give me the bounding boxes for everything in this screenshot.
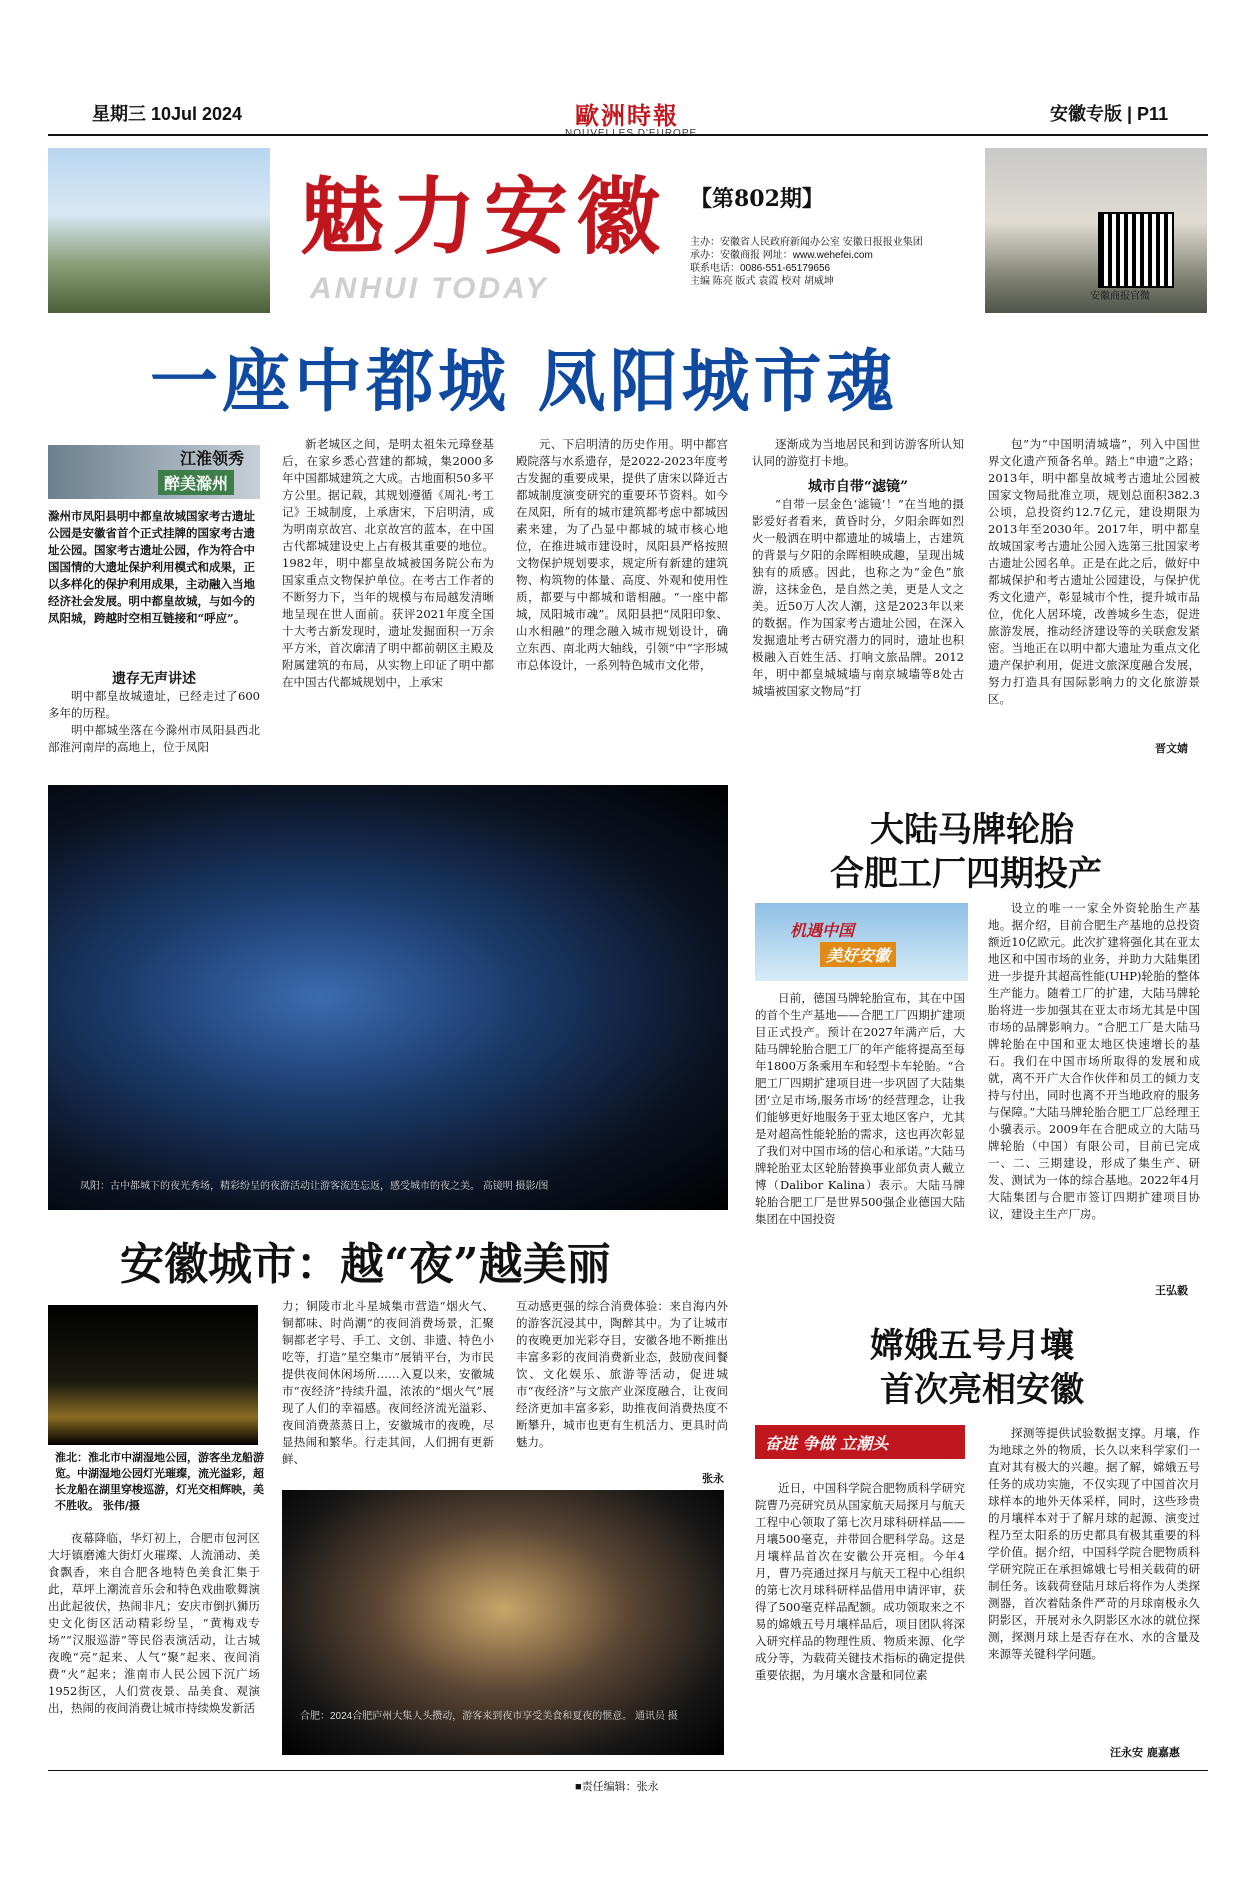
- tire-title-line2: 合肥工厂四期投产: [830, 854, 1102, 894]
- tire-byline: 王弘毅: [1155, 1284, 1188, 1297]
- header-rule: [48, 134, 1208, 136]
- page-headline: 一座中都城 凤阳城市魂: [150, 342, 898, 422]
- issue-number: 【第802期】: [690, 186, 824, 212]
- photo-night-caption: 凤阳：古中都城下的夜光秀场，精彩纷呈的夜游活动让游客流连忘返，感受城市的夜之美。 高镜明 摄影/图: [80, 1181, 549, 1192]
- feature-col3: 元、下启明清的历史作用。明中都宫殿院落与水系遗存，是2022-2023年度考古发掘的重要成果，提供了唐宋以降近古都城制度演变研究的重要环节资料。如今在凤阳，所有的城市建筑都考虑中都城因素来建，为了凸显中都城的城市核心地位，在推进城市建设时，凤阳县严格按照文物保护规划要求，规定所有新建的建筑物、构筑物的体量、高度、外观和使用性质，都要与中都城和谐相融。“一座中都城，凤阳城市魂”。凤阳县把“凤阳印象、山水相融”的理念融入城市规划设计，确立东西、南北两大轴线，引领“中”字形城市总体设计，一系列特色城市文化带，: [516, 437, 728, 672]
- feature-col2: 新老城区之间，是明太祖朱元璋登基后，在家乡悉心营建的都城，集2000多年中国都城建筑之大成。古地面积50多平方公里。据记载，其规划遵循《周礼·考工记》王城制度，上承唐宋，下启明清，成为明南京故宫、北京故宫的蓝本，在中国古代都城建设史上占有极其重要的地位。1982年，明中都皇故城被国务院公布为国家重点文物保护单位。在考古工作者的不断努力下，当年的规模与布局越发清晰地呈现在世人面前。获评2021年度全国十大考古新发现时，遗址发掘面积一万余平方米，首次廓清了明中都前朝区主殿及附属建筑的布局，从实物上印证了明中都在中国古代都城规划中，上承宋: [282, 437, 494, 689]
- moon-col2: 探测等提供试验数据支撑。月壤，作为地球之外的物质，长久以来科学家们一直对其有极大的兴趣。据了解，嫦娥五号任务的成功实施，不仅实现了中国首次月球样本的地外天体采样，同时，这些珍贵的月壤样本对于了解月球的起源、演变过程乃至太阳系的历史都具有极其重要的科学价值。据介绍，中国科学院合肥物质科学研究院正在承担嫦娥七号相关载荷的研制任务。该载荷登陆月球后将作为人类探测器，首次着陆条件严苛的月球南极永久阴影区，开展对永久阴影区水冰的就位探测，探测月球上是否存在水、水的含量及来源等关键科学问题。: [988, 1426, 1200, 1661]
- masthead-info: 主办：安徽省人民政府新闻办公室 安徽日报报业集团 承办：安徽商报 网址：www.wehefei.com 联系电话：0086-551-65179656 主编 陈亮 版式 袁霞 校对 胡威坤: [690, 237, 923, 287]
- night-col3: 互动感更强的综合消费体验：来自海内外的游客沉浸其中，陶醉其中。为了让城市的夜晚更加光彩夺目，安徽各地不断推出丰富多彩的夜间消费新业态，鼓励夜间餐饮、文化娱乐、旅游等活动，促进城市“夜经济”与文旅产业深度融合，让夜间经济更加丰富多彩，助推夜间消费热度不断攀升，城市也更有生机活力、更具时尚魅力。: [516, 1299, 728, 1449]
- feature-col4-top: 逐渐成为当地居民和到访游客所认知认同的游览打卡地。: [752, 437, 964, 468]
- column-badge-line1: 江淮领秀: [180, 449, 245, 468]
- tire-col1: 日前，德国马牌轮胎宣布，其在中国的首个生产基地——合肥工厂四期扩建项目正式投产。预计在2027年满产后，大陆马牌轮胎合肥工厂的年产能将提高至每年1800万条乘用车和轻型卡车轮胎。“合肥工厂四期扩建项目进一步巩固了大陆集团‘立足市场,服务市场’的经营理念，让我们能够更好地服务于亚太地区客户，尤其是对超高性能轮胎的需求，这也再次彰显了我们对中国市场的信心和承诺。”大陆马牌轮胎亚太区轮胎替换事业部负责人戴立博（Dalibor Kalina）表示。大陆马牌轮胎合肥工厂是世界500强企业德国大陆集团在中国投资: [755, 991, 965, 1226]
- masthead-title: 魅力安徽: [300, 167, 669, 266]
- feature-byline: 晋文婧: [1155, 742, 1188, 755]
- tire-col2: 设立的唯一一家全外资轮胎生产基地。据介绍，目前合肥生产基地的总投资额近10亿欧元。此次扩建将强化其在亚太地区和中国市场的业务，并助力大陆集团进一步提升其超高性能(UHP)轮胎的整体生产能力。随着工厂的扩建，大陆马牌轮胎将进一步加强其在亚太市场尤其是中国市场的品牌影响力。“合肥工厂是大陆马牌轮胎在中国和亚太地区快速增长的基石。我们在中国市场所取得的发展和成就，离不开广大合作伙伴和员工的倾力支持与付出，同时也离不开当地政府的服务与保障。”大陆马牌轮胎合肥工厂总经理王小骥表示。2009年在合肥成立的大陆马牌轮胎（中国）有限公司，目前已完成一、二、三期建设，形成了集生产、研发、测试为一体的综合基地。2022年4月大陆集团与合肥市签订四期扩建项目协议，建设主生产厂房。: [988, 901, 1200, 1221]
- feature-col1: 明中都皇故城遗址，已经走过了600多年的历程。 明中都城坐落在今滁州市凤阳县西北部淮河南岸的高地上，位于凤阳: [48, 689, 260, 754]
- night-col1: 夜幕降临，华灯初上，合肥市包河区大圩镇磨滩大街灯火璀璨、人流涌动、美食飘香，来自合肥各地特色美食汇集于此，草坪上潮流音乐会和特色戏曲歌舞演出此起彼伏，热闹非凡；安庆市倒扒狮历史文化街区活动精彩纷呈，“黄梅戏专场”“汉服巡游”等民俗表演活动，让古城夜晚“亮”起来、人气“聚”起来、夜间消费“火”起来；淮南市人民公园下沉广场1952街区，人们赏夜景、品美食、观演出，热闹的夜间消费让城市持续焕发新活: [48, 1531, 260, 1715]
- qr-label: 安徽商报官微: [1090, 291, 1150, 302]
- feature-subhead-2: 城市自带“滤镜”: [807, 479, 909, 495]
- tire-badge-line2: 美好安徽: [820, 942, 896, 967]
- feature-subhead-1: 遗存无声讲述: [112, 671, 196, 687]
- masthead-title-en: ANHUI TODAY: [310, 272, 549, 305]
- column-badge-line2: 醉美滁州: [158, 470, 234, 495]
- masthead-photo-mountain: [48, 148, 270, 313]
- moon-col1: 近日，中国科学院合肥物质科学研究院曹乃亮研究员从国家航天局探月与航天工程中心领取了第七次月球科研样品——月壤500毫克，并带回合肥科学岛。这是月壤样品首次在安徽公开亮相。今年4月，曹乃亮通过探月与航天工程中心组织的第七次月球科研样品借用申请评审，获得了500毫克样品配额。成功领取来之不易的嫦娥五号月壤样品后，项目团队将深入研究样品的物理性质、物质来源、化学成分等，为载荷关键技术指标的确定提供重要依据，为月壤水含量和同位素: [755, 1481, 965, 1682]
- newspaper-logo: 歐洲時報: [575, 101, 679, 130]
- moon-byline: 汪永安 鹿嘉惠: [1110, 1746, 1180, 1759]
- moon-title-line1: 嫦娥五号月壤: [870, 1326, 1074, 1366]
- feature-col4: “自带一层金色‘滤镜’！”在当地的摄影爱好者看来，黄昏时分，夕阳余晖如烈火一般洒在明中都遗址的城墙上，古建筑的背景与夕阳的余晖相映成趣，呈现出城独有的质感。因此，也称之为“金色”旅游，这抹金色，是自然之美，更是人文之美。近50万人次人潮，这是2023年以来的数据。作为国家考古遗址公园，在深入发掘遗址考古研究潜力的同时，遗址也积极融入百姓生活、打响文旅品牌。2012年，明中都皇城城墙与南京城墙等8处古城墙被国家文物局“打: [752, 497, 964, 698]
- issue-date: 星期三 10Jul 2024: [92, 104, 243, 124]
- night-economy-title: 安徽城市：越“夜”越美丽: [120, 1239, 611, 1290]
- feature-lead: 滁州市凤阳县明中都皇故城国家考古遗址公园是安徽省首个正式挂牌的国家考古遗址公园。国家考古遗址公园，作为符合中国国情的大遗址保护利用模式和成果，正以多样化的保护利用成果，主动融入当地经济社会发展。明中都皇故城，与如今的凤阳城，跨越时空相互链接和“呼应”。: [48, 509, 255, 625]
- tire-title-line1: 大陆马牌轮胎: [870, 810, 1074, 850]
- photo-lake-boat: [48, 1305, 258, 1445]
- night-byline: 张永: [702, 1472, 724, 1485]
- night-col2: 力；铜陵市北斗星城集市营造“烟火气、铜都味、时尚潮”的夜间消费场景，汇聚铜都老字号、手工、文创、非遗、特色小吃等，打造“星空集市”展销平台，为市民提供夜间休闲场所……入夏以来，安徽城市“夜经济”持续升温，浓浓的“烟火气”展现了人们的幸福感。夜间经济流光溢彩、夜间消费蒸蒸日上，安徽城市的夜晚，尽显热闹和繁华。行走其间，人们拥有更新鲜、: [282, 1299, 494, 1466]
- photo-lake-caption: 淮北：淮北市中湖湿地公园，游客坐龙船游览。中湖湿地公园灯光璀璨，流光溢彩，超长龙船在湖里穿梭巡游，灯光交相辉映，美不胜收。 张伟/摄: [55, 1451, 264, 1512]
- qr-code-icon[interactable]: [1098, 212, 1174, 288]
- feature-col5: 包”为“中国明清城墙”，列入中国世界文化遗产预备名单。踏上“申遗”之路；2013年，明中都皇故城考古遗址公园被国家文物局批准立项，规划总面积382.3公顷，总投资约12.7亿元，建设期限为2013年至2030年。2017年，明中都皇故城国家考古遗址公园入选第三批国家考古遗址公园名单。正是在此之后，做好中都城保护和考古遗址公园建设，与保护优秀文化遗产，彰显城市个性，提升城市品位，优化人居环境，改善城乡生态，促进旅游发展，推动经济建设等的关联愈发紧密。当地正在以明中都大遗址为重点文化遗产保护利用，促进文旅深度融合发展，努力打造具有国际影响力的文化旅游景区。: [988, 437, 1200, 706]
- page-number: P11: [1137, 104, 1169, 124]
- photo-night-park: [48, 785, 728, 1210]
- moon-badge-text: 奋进 争做 立潮头: [765, 1434, 889, 1453]
- footer-rule: [48, 1770, 1208, 1771]
- photo-night-market-caption: 合肥：2024合肥庐州大集人头攒动，游客来到夜市享受美食和夏夜的惬意。 通讯员 摄: [300, 1711, 678, 1722]
- top-margin: [0, 0, 1258, 38]
- page-editor: ■责任编辑：张永: [575, 1781, 659, 1793]
- tire-badge-line1: 机遇中国: [790, 921, 855, 940]
- moon-title-line2: 首次亮相安徽: [880, 1370, 1084, 1410]
- edition-label: 安徽专版 | P11: [1050, 104, 1169, 124]
